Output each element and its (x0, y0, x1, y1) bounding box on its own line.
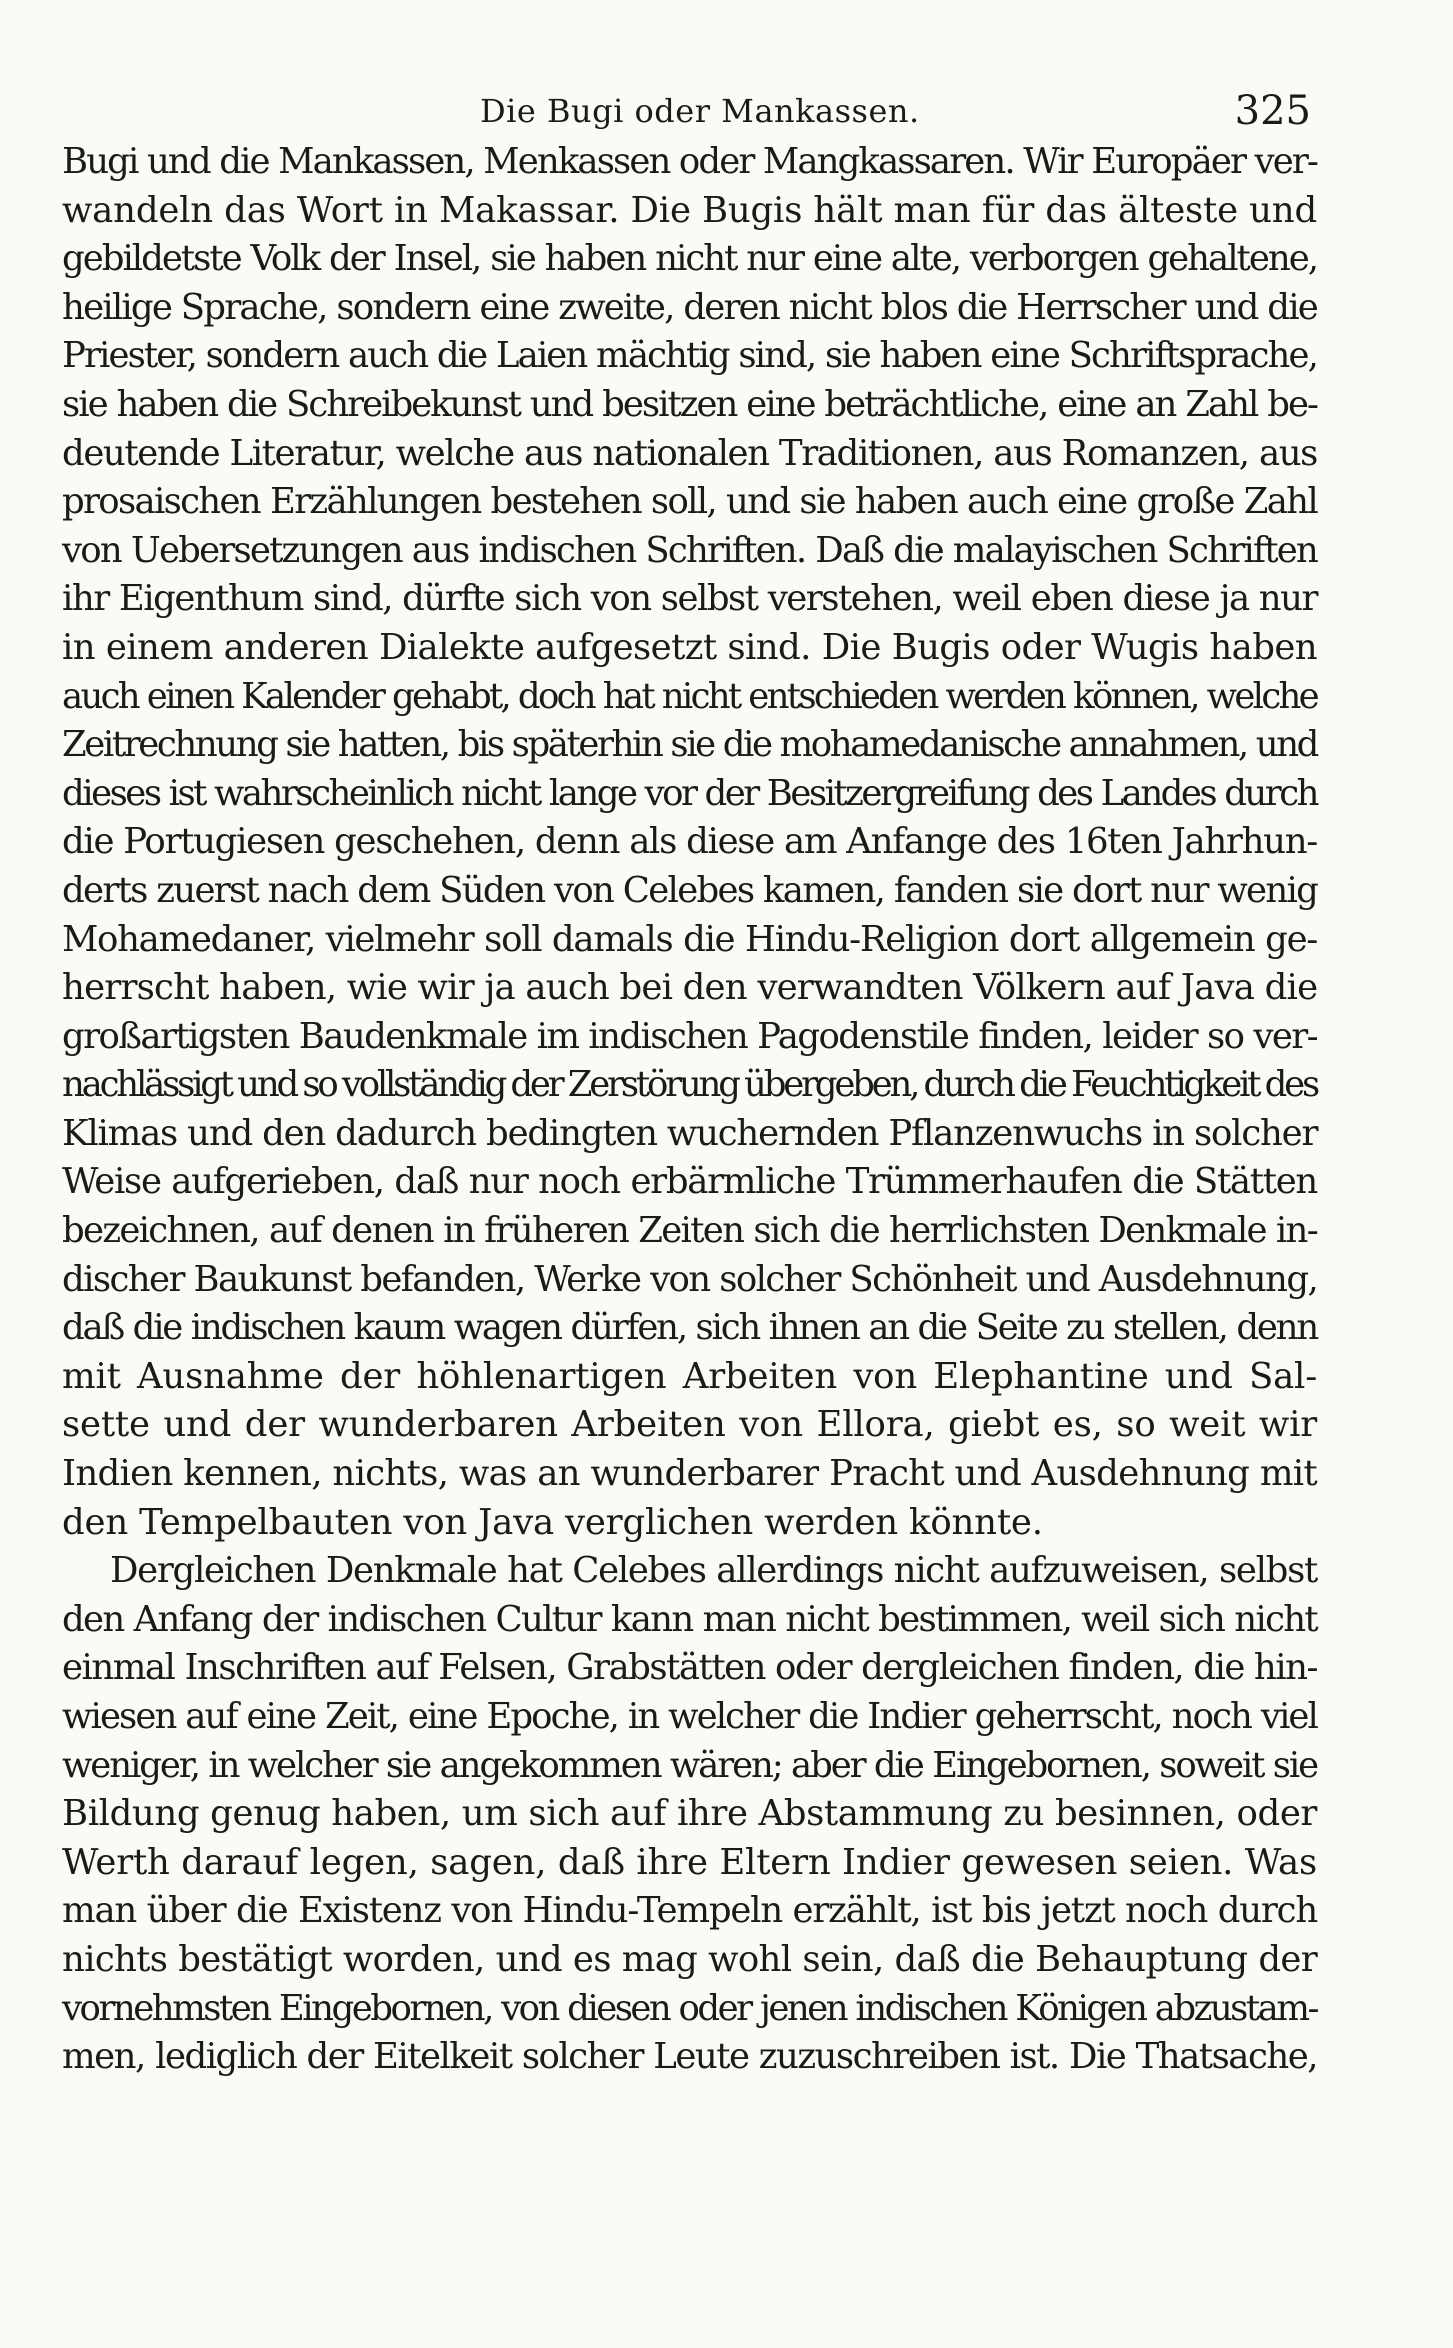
text-line: sie haben die Schreibekunst und besitzen eine beträchtliche, eine an Zahl be- (62, 383, 1317, 425)
text-line: vornehmsten Eingebornen, von diesen oder jenen indischen Königen abzustam- (62, 1987, 1317, 2029)
text-line: Bugi und die Mankassen, Menkassen oder Mangkassaren. Wir Europäer ver- (62, 141, 1317, 182)
text-line: discher Baukunst befanden, Werke von solcher Schönheit und Ausdehnung, (62, 1258, 1318, 1300)
text-line: nachlässigt und so vollständig der Zerstörung übergeben, durch die Feuchtigkeit des (62, 1064, 1317, 1106)
text-line: bezeichnen, auf denen in früheren Zeiten sich die herrlichsten Denkmale in- (62, 1210, 1317, 1252)
text-line: den Tempelbauten von Java verglichen werden könnte. (62, 1501, 1043, 1543)
text-line: Zeitrechnung sie hatten, bis späterhin sie die mohamedanische annahmen, und (62, 724, 1317, 766)
text-line: deutende Literatur, welche aus nationalen Traditionen, aus Romanzen, aus (62, 432, 1317, 474)
text-line: ihr Eigenthum sind, dürfte sich von selbst verstehen, weil eben diese ja nur (62, 578, 1317, 620)
page-number: 325 (1234, 88, 1311, 134)
text-line: men, lediglich der Eitelkeit solcher Leute zuzuschreiben ist. Die Thatsache, (62, 2036, 1317, 2078)
text-line: derts zuerst nach dem Süden von Celebes kamen, fanden sie dort nur wenig (62, 869, 1318, 911)
text-line: einmal Inschriften auf Felsen, Grabstätten oder dergleichen finden, die hin- (62, 1647, 1317, 1689)
text-line: prosaischen Erzählungen bestehen soll, und sie haben auch eine große Zahl (62, 481, 1317, 523)
text-line: nichts bestätigt worden, und es mag wohl sein, daß die Behauptung der (62, 1938, 1317, 1980)
text-line: Weise aufgerieben, daß nur noch erbärmliche Trümmerhaufen die Stätten (62, 1161, 1317, 1203)
text-line: die Portugiesen geschehen, denn als diese am Anfange des 16ten Jahrhun- (62, 821, 1317, 863)
text-line: Werth darauf legen, sagen, daß ihre Eltern Indier gewesen seien. Was (62, 1841, 1317, 1883)
text-line: gebildetste Volk der Insel, sie haben nicht nur eine alte, verborgen gehaltene, (62, 238, 1317, 280)
text-line: Klimas und den dadurch bedingten wuchernden Pflanzenwuchs in solcher (62, 1112, 1318, 1154)
text-line: den Anfang der indischen Cultur kann man nicht bestimmen, weil sich nicht (62, 1598, 1317, 1640)
text-line: wandeln das Wort in Makassar. Die Bugis hält man für das älteste und (62, 189, 1317, 231)
text-line: daß die indischen kaum wagen dürfen, sich ihnen an die Seite zu stellen, denn (62, 1307, 1317, 1349)
text-line: weniger, in welcher sie angekommen wären; aber die Eingebornen, soweit sie (62, 1744, 1317, 1786)
text-line: mit Ausnahme der höhlenartigen Arbeiten von Elephantine und Sal- (62, 1355, 1317, 1397)
text-line: heilige Sprache, sondern eine zweite, deren nicht blos die Herrscher und die (62, 286, 1317, 328)
text-line: sette und der wunderbaren Arbeiten von Ellora, giebt es, so weit wir (62, 1404, 1317, 1446)
paragraph-2 (62, 1547, 1317, 2082)
paragraph-1 (62, 138, 1317, 1547)
running-head (0, 88, 1453, 142)
text-line: wiesen auf eine Zeit, eine Epoche, in welcher die Indier geherrscht, noch viel (62, 1696, 1317, 1737)
text-line: Indien kennen, nichts, was an wunderbarer Pracht und Ausdehnung mit (62, 1453, 1317, 1495)
text-line: auch einen Kalender gehabt, doch hat nicht entschieden werden können, welche (62, 675, 1317, 717)
text-line: man über die Existenz von Hindu-Tempeln erzählt, ist bis jetzt noch durch (62, 1890, 1317, 1932)
text-line: großartigsten Baudenkmale im indischen Pagodenstile finden, leider so ver- (62, 1015, 1317, 1057)
text-line: Priester, sondern auch die Laien mächtig sind, sie haben eine Schriftsprache, (62, 335, 1317, 377)
text-line: Dergleichen Denkmale hat Celebes allerdings nicht aufzuweisen, selbst (110, 1550, 1317, 1592)
text-line: herrscht haben, wie wir ja auch bei den verwandten Völkern auf Java die (62, 967, 1318, 1009)
text-line: Bildung genug haben, um sich auf ihre Abstammung zu besinnen, oder (62, 1793, 1317, 1835)
text-line: in einem anderen Dialekte aufgesetzt sind. Die Bugis oder Wugis haben (62, 626, 1317, 668)
body-text (62, 138, 1317, 2082)
text-line: Mohamedaner, vielmehr soll damals die Hindu-Religion dort allgemein ge- (62, 918, 1317, 960)
header-title: Die Bugi oder Mankassen. (480, 92, 920, 130)
text-line: dieses ist wahrscheinlich nicht lange vor der Besitzergreifung des Landes durch (62, 772, 1317, 814)
text-line: von Uebersetzungen aus indischen Schriften. Daß die malayischen Schriften (62, 529, 1317, 571)
